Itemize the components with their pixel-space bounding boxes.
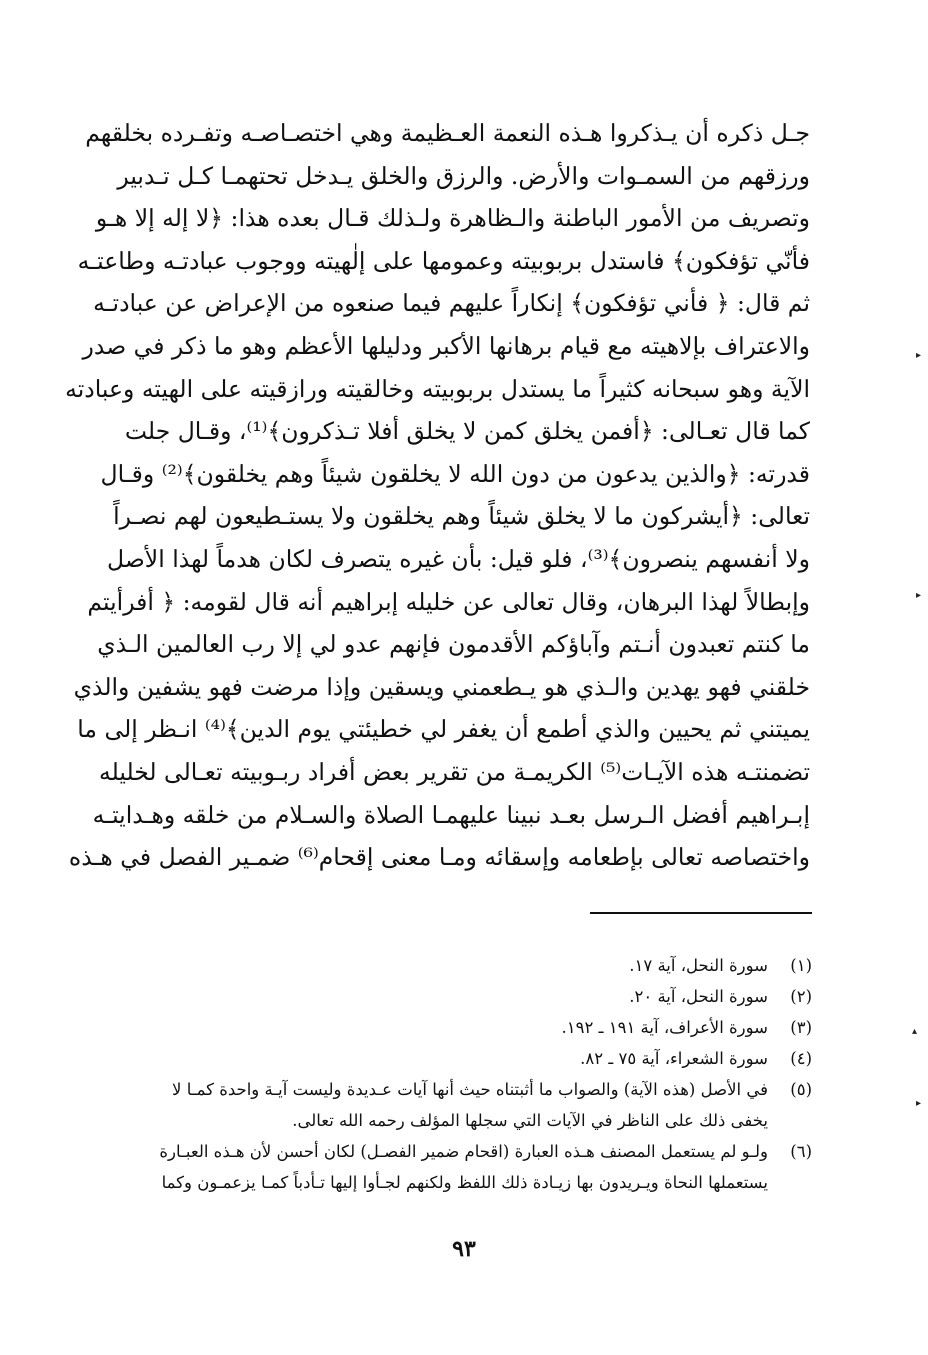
footnote <box>100 950 812 981</box>
text-line: وتصريف من الأمور الباطنة والـظاهرة ولـذلك قـال بعده هذا: ﴿لا إله إلا هـو <box>95 204 810 233</box>
text-line: ثم قال: ﴿ فأني تؤفكون﴾ إنكاراً عليهم فيما صنعوه من الإعراض عن عبادتـه <box>93 289 810 318</box>
text-line: تضمنتـه هذه الآيـات⁽⁵⁾ الكريمـة من تقرير بعض أفراد ربـوبيته تعـالى لخليله <box>98 757 810 786</box>
footnote-number: (١) <box>790 956 812 975</box>
page-number: ٩٣ <box>452 1236 476 1262</box>
text-line: ولا أنفسهم ينصرون﴾⁽³⁾، فلو قيل: بأن غيره يتصرف لكان هدماً لهذا الأصل <box>107 544 810 573</box>
text-line: وإبطالاً لهذا البرهان، وقال تعالى عن خليله إبراهيم أنه قال لقومه: ﴿ أفرأيتم <box>87 587 810 616</box>
scan-speck: ▸ <box>916 350 922 361</box>
footnote-text: سورة النحل، آية ٢٠. <box>629 987 768 1006</box>
footnote-number: (٢) <box>790 987 812 1006</box>
scan-speck: ▸ <box>916 590 922 601</box>
text-line: تعالى: ﴿أيشركون ما لا يخلق شيئاً وهم يخلقون ولا يستـطيعون لهم نصـراً <box>113 502 810 531</box>
text-line: يميتني ثم يحيين والذي أطمع أن يغفر لي خطيئتي يوم الدين﴾⁽⁴⁾ انـظر إلى ما <box>77 715 810 744</box>
footnote <box>100 1074 812 1136</box>
footnote-text: في الأصل (هذه الآية) والصواب ما أثبتناه حيث أنها آيات عـديدة وليست آيـة واحدة كمـا لا <box>172 1080 768 1099</box>
footnote <box>100 1043 812 1074</box>
text-line: والاعتراف بإلاهيته مع قيام برهانها الأكبر ودليلها الأعظم وهو ما ذكر في صدر <box>82 331 810 360</box>
footnote-text: سورة النحل، آية ١٧. <box>629 956 768 975</box>
footnote-number: (٦) <box>790 1142 812 1161</box>
text-line: كما قال تعـالى: ﴿أفمن يخلق كمن لا يخلق أفلا تـذكرون﴾⁽¹⁾، وقـال جلت <box>124 417 810 446</box>
footnote-text: يخفى ذلك على الناظر في الآيات التي سجلها المؤلف رحمه الله تعالى. <box>292 1111 768 1130</box>
footnote-text: سورة الأعراف، آية ١٩١ ـ ١٩٢. <box>561 1018 768 1037</box>
main-text <box>65 112 810 879</box>
footnote-number: (٣) <box>790 1018 812 1037</box>
footnote <box>100 1012 812 1043</box>
text-line: جـل ذكره أن يـذكروا هـذه النعمة العـظيمة وهي اختصـاصـه وتفـرده بخلقهم <box>85 119 810 147</box>
text-line: قدرته: ﴿والذين يدعون من دون الله لا يخلقون شيئاً وهم يخلقون﴾⁽²⁾ وقـال <box>100 459 810 488</box>
text-line: واختصاصه تعالى بإطعامه وإسقائه ومـا معنى إقحام⁽⁶⁾ ضمـير الفصل في هـذه <box>68 843 810 872</box>
footnote-text: يستعملها النحاة ويـريدون بها زيـادة ذلك اللفظ ولكنهم لجـأوا إليها تـأدباً كمـا يزعمـون وكما <box>161 1173 768 1192</box>
scan-speck: ▴ <box>912 1026 918 1037</box>
footnote <box>100 981 812 1012</box>
footnote <box>100 1136 812 1198</box>
text-line: الآية وهو سبحانه كثيراً ما يستدل بربوبيته وخالقيته ورازقيته على الهيته وعبادته <box>65 374 810 403</box>
footnote-text: ولـو لم يستعمل المصنف هـذه العبارة (اقحام ضمير الفصـل) لكان أحسن لأن هـذه العبـارة <box>159 1142 768 1161</box>
footnotes <box>100 950 812 1198</box>
footnote-text: سورة الشعراء، آية ٧٥ ـ ٨٢. <box>580 1049 768 1068</box>
footnote-separator <box>590 912 812 914</box>
text-line: ما كنتم تعبدون أنـتم وآباؤكم الأقدمون فإنهم عدو لي إلا رب العالمين الـذي <box>97 630 810 659</box>
text-line: ورزقهم من السمـوات والأرض. والرزق والخلق يـدخل تحتهمـا كـل تـدبير <box>117 161 810 190</box>
footnote-number: (٥) <box>790 1080 812 1099</box>
scan-speck: ▸ <box>916 1098 922 1109</box>
text-line: خلقني فهو يهدين والـذي هو يـطعمني ويسقين وإذا مرضت فهو يشفين والذي <box>73 672 810 701</box>
text-line: فأنّي تؤفكون﴾ فاستدل بربوبيته وعمومها على إلٰهيته ووجوب عبادتـه وطاعتـه <box>77 246 810 275</box>
footnote-number: (٤) <box>790 1049 812 1068</box>
text-line: إبـراهيم أفضل الـرسل بعـد نبينا عليهمـا الصلاة والسـلام من خلقه وهـدايتـه <box>92 800 810 829</box>
